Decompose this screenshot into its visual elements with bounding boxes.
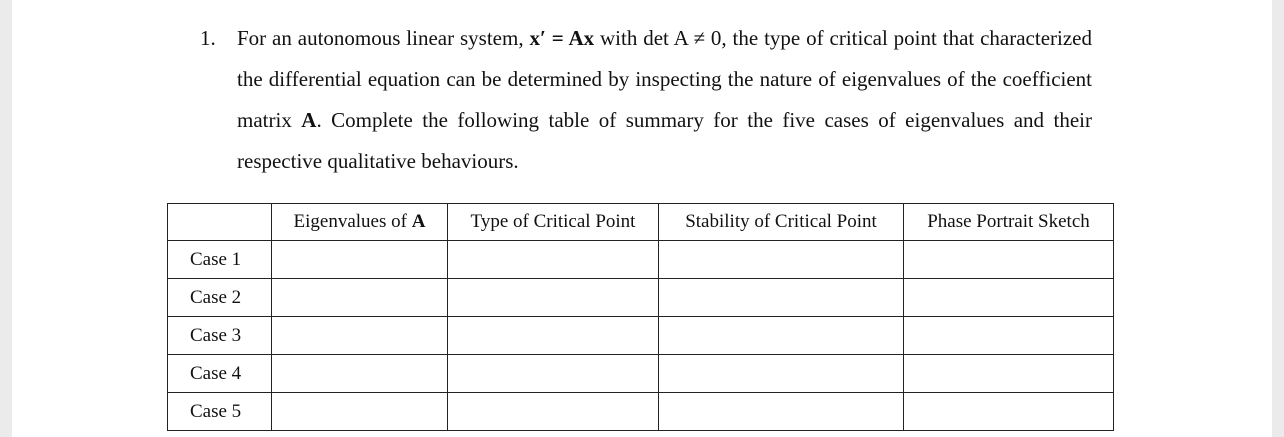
phase-portrait-cell[interactable] <box>904 279 1114 317</box>
critical-point-type-cell[interactable] <box>448 355 659 393</box>
eigenvalues-cell[interactable] <box>272 355 448 393</box>
matrix-symbol: A <box>301 108 317 132</box>
question-text-intro: For an autonomous linear system, <box>237 26 530 50</box>
eigenvalues-cell[interactable] <box>272 279 448 317</box>
stability-cell[interactable] <box>659 393 904 431</box>
eigenvalues-cell[interactable] <box>272 241 448 279</box>
summary-table <box>167 203 1114 431</box>
header-matrix-symbol: A <box>411 211 426 232</box>
critical-point-type-cell[interactable] <box>448 317 659 355</box>
table-row <box>168 355 1114 393</box>
header-stability: Stability of Critical Point <box>659 204 904 241</box>
phase-portrait-cell[interactable] <box>904 355 1114 393</box>
case-label: Case 3 <box>168 317 272 355</box>
critical-point-type-cell[interactable] <box>448 393 659 431</box>
case-label: Case 1 <box>168 241 272 279</box>
question-number: 1. <box>200 26 216 50</box>
table-header-row <box>168 204 1114 241</box>
case-label: Case 5 <box>168 393 272 431</box>
stability-cell[interactable] <box>659 355 904 393</box>
stability-cell[interactable] <box>659 279 904 317</box>
determinant-condition: det A ≠ 0 <box>643 26 722 50</box>
critical-point-type-cell[interactable] <box>448 279 659 317</box>
table-row <box>168 393 1114 431</box>
phase-portrait-cell[interactable] <box>904 393 1114 431</box>
case-label: Case 2 <box>168 279 272 317</box>
question-text-instruction: . Complete the following table of summary for the five cases of eigenvalues and their respective qualitative behaviours. <box>237 108 1092 173</box>
eigenvalues-cell[interactable] <box>272 393 448 431</box>
document-page <box>12 0 1272 437</box>
phase-portrait-cell[interactable] <box>904 241 1114 279</box>
system-equation: x′ = Ax <box>529 26 595 50</box>
question-text <box>237 18 1092 182</box>
phase-portrait-cell[interactable] <box>904 317 1114 355</box>
header-eigenvalues <box>272 204 448 241</box>
header-empty <box>168 204 272 241</box>
table-row <box>168 279 1114 317</box>
question-text-body: , the type of critical point that characterized the differential equation can be determined by inspecting the nature of eigenvalues of the coefficient matrix <box>237 26 1093 132</box>
header-critical-point-type: Type of Critical Point <box>448 204 659 241</box>
stability-cell[interactable] <box>659 317 904 355</box>
table-row <box>168 317 1114 355</box>
stability-cell[interactable] <box>659 241 904 279</box>
table-row <box>168 241 1114 279</box>
eigenvalues-cell[interactable] <box>272 317 448 355</box>
question-text-with: with <box>594 26 644 50</box>
critical-point-type-cell[interactable] <box>448 241 659 279</box>
header-eigenvalues-text: Eigenvalues of <box>293 211 412 232</box>
header-phase-portrait: Phase Portrait Sketch <box>904 204 1114 241</box>
case-label: Case 4 <box>168 355 272 393</box>
